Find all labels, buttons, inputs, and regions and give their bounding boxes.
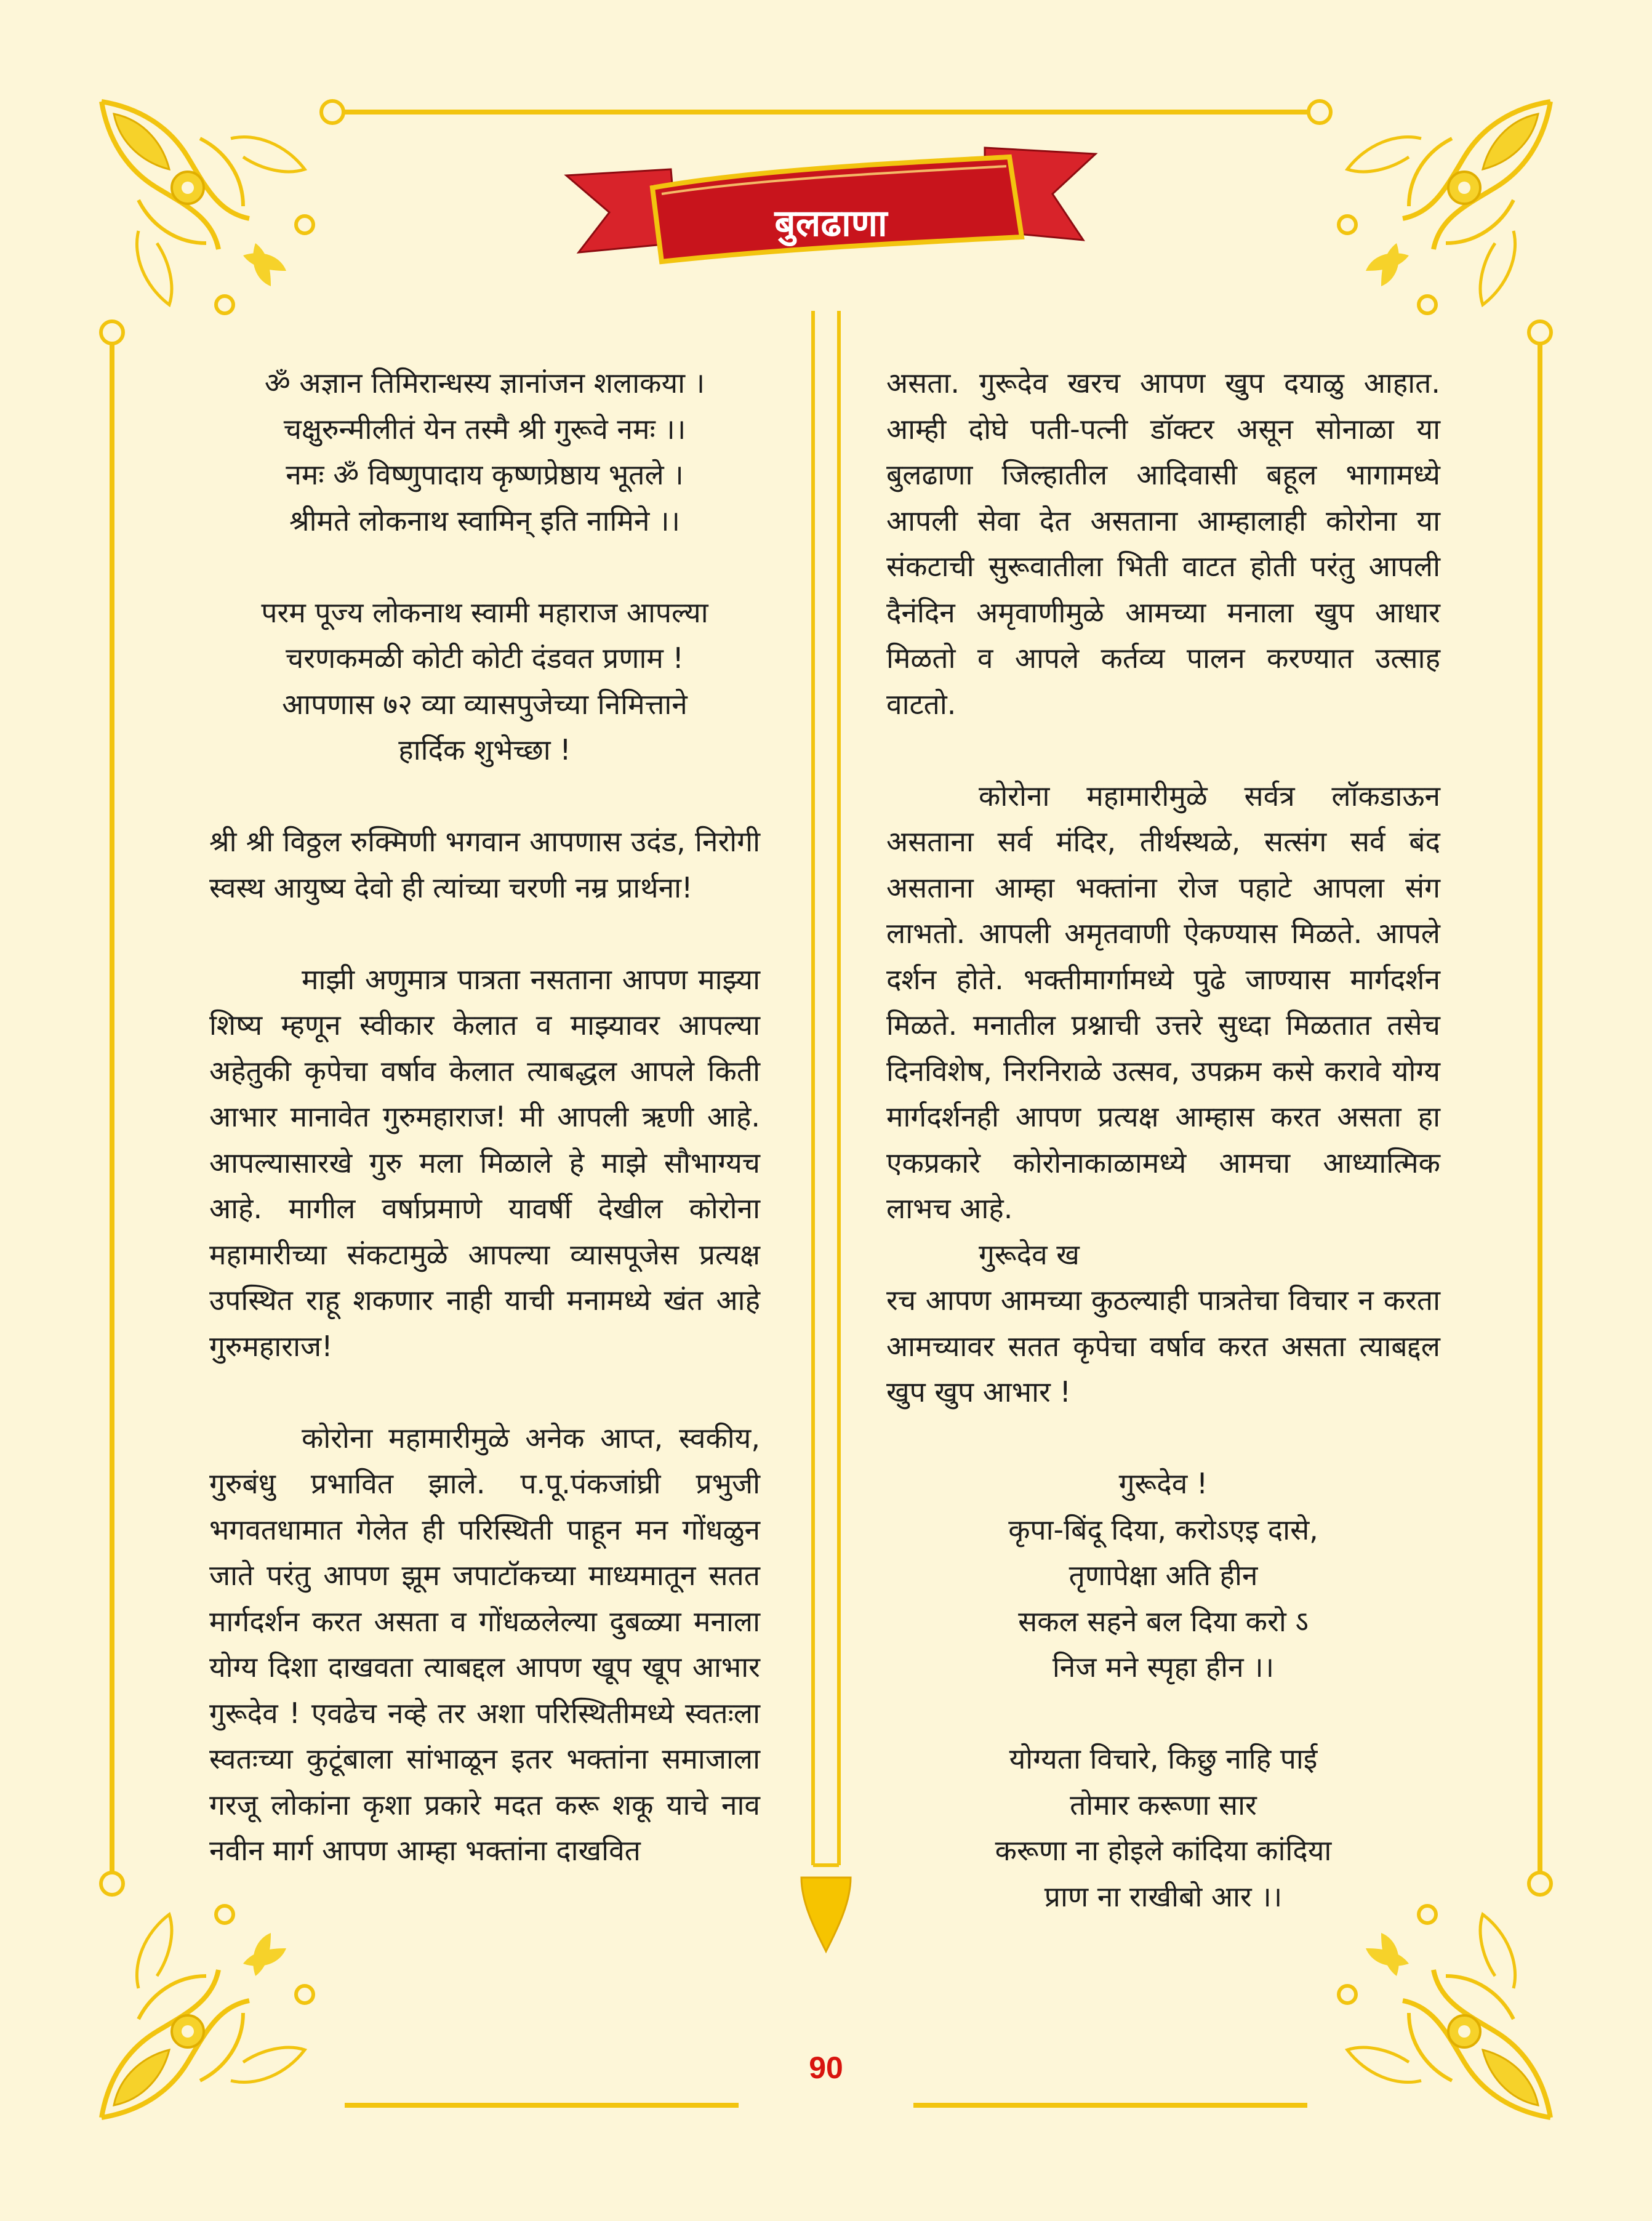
paragraph-lockdown: कोरोना महामारीमुळे सर्वत्र लॉकडाऊन असताना सर्व मंदिर, तीर्थस्थळे, सत्संग सर्व बंद असताना आम्हा भक्तांना रोज पहाटे आपला संग लाभतो. आपली अमृतवाणी ऐकण्यास मिळते. आपले दर्शन होते. भक्तीमार्गामध्ये पुढे जाण्यास मार्गदर्शन मिळते. मनातील प्रश्नाची उत्तरे सुध्दा मिळतात तसेच दिनविशेष, निरनिराळे उत्सव, उपक्रम कसे करावे योग्य मार्गदर्शनही आपण प्रत्यक्ष आम्हास करत असता हा एकप्रकारे कोरोनाकाळामध्ये आमचा आध्यात्मिक लाभच आहे. <box>886 779 1440 1225</box>
verse-line: गुरूदेव ! <box>1118 1467 1208 1500</box>
right-column <box>886 360 1440 1919</box>
shloka-line: ॐ अज्ञान तिमिरान्धस्य ज्ञानांजन शलाकया । <box>264 366 705 400</box>
verse-line: करूणा ना होइले कांदिया कांदिया <box>995 1834 1332 1867</box>
verse-line: निज मने स्पृहा हीन ।। <box>1052 1650 1275 1684</box>
verse-line: योग्यता विचारे, किछु नाहि पाई <box>1009 1742 1318 1775</box>
shloka-line: चक्षुरुन्मीलीतं येन तस्मै श्री गुरूवे नमः ।। <box>283 412 686 446</box>
shloka-line: श्रीमते लोकनाथ स्वामिन् इति नामिने ।। <box>289 504 680 537</box>
paragraph-prayer: श्री श्री विठ्ठल रुक्मिणी भगवान आपणास उदंड, निरोगी स्वस्थ आयुष्य देवो ही त्यांच्या चरणी नम्र प्रार्थना! <box>209 825 760 904</box>
verse-line: तोमार करूणा सार <box>1070 1788 1257 1821</box>
page-number: 90 <box>809 2050 843 2085</box>
greeting-line: हार्दिक शुभेच्छा ! <box>398 733 571 766</box>
shloka-line: नमः ॐ विष्णुपादाय कृष्णप्रेष्ठाय भूतले । <box>286 458 684 491</box>
greeting-line: चरणकमळी कोटी कोटी दंडवत प्रणाम ! <box>286 641 684 675</box>
paragraph-continuation: असता. गुरूदेव खरच आपण खुप दयाळु आहात. आम्ही दोघे पती-पत्नी डॉक्टर असून सोनाळा या बुलढाणा जिल्हातील आदिवासी बहूल भागामध्ये आपली सेवा देत असताना आम्हालाही कोरोना या संकटाची सुरूवातीला भिती वाटत होती परंतु आपली दैनंदिन अमृवाणीमुळे आमच्या मनाला खुप आधार मिळतो व आपले कर्तव्य पालन करण्यात उत्साह वाटतो. <box>886 366 1440 721</box>
paragraph-gratitude: माझी अणुमात्र पात्रता नसताना आपण माझ्या शिष्य म्हणून स्वीकार केलात व माझ्यावर आपल्या अहेतुकी कृपेचा वर्षाव केलात त्याबद्धल आपले किती आभार मानावेत गुरुमहाराज! मी आपली ऋणी आहे. आपल्यासारखे गुरु मला मिळाले हे माझे सौभाग्यच आहे. मागील वर्षाप्रमाणे यावर्षी देखील कोरोना महामारीच्या संकटामुळे आपल्या व्यासपूजेस प्रत्यक्ष उपस्थित राहू शकणार नाही याची मनामध्ये खंत आहे गुरुमहाराज! <box>209 962 760 1363</box>
paragraph-thanks-start: गुरूदेव ख <box>979 1237 1080 1271</box>
verse-line: प्राण ना राखीबो आर ।। <box>1044 1879 1283 1913</box>
verse-line: सकल सहने बल दिया करो ऽ <box>1018 1604 1309 1638</box>
greeting-line: आपणास ७२ व्या व्यासपुजेच्या निमित्ताने <box>282 687 688 721</box>
paragraph-corona: कोरोना महामारीमुळे अनेक आप्त, स्वकीय, गुरुबंधु प्रभावित झाले. प.पू.पंकजांघ्री प्रभुजी भगवतधामात गेलेत ही परिस्थिती पाहून मन गोंधळुन जाते परंतु आपण झूम जपाटॉकच्या माध्यमातून सतत मार्गदर्शन करत असता व गोंधळलेल्या दुबळ्या मनाला योग्य दिशा दाखवता त्याबद्दल आपण खूप खूप आभार गुरूदेव ! एवढेच नव्हे तर अशा परिस्थितीमध्ये स्वतःला स्वतःच्या कुटूंबाला सांभाळून इतर भक्तांना समाजाला गरजू लोकांना कृशा प्रकारे मदत करू शकू याचे नाव नवीन मार्ग आपण आम्हा भक्तांना दाखवित <box>209 1421 760 1867</box>
greeting-line: परम पूज्य लोकनाथ स्वामी महाराज आपल्या <box>261 595 708 629</box>
paragraph-thanks: रच आपण आमच्या कुठल्याही पात्रतेचा विचार न करता आमच्यावर सतत कृपेचा वर्षाव करत असता त्याबद्दल खुप खुप आभार ! <box>886 1283 1440 1408</box>
left-column <box>209 360 760 1874</box>
page-title: बुलढाणा <box>774 202 888 245</box>
verse-line: कृपा-बिंदू दिया, करोऽएइ दासे, <box>1008 1512 1318 1546</box>
verse-line: तृणापेक्षा अति हीन <box>1069 1559 1258 1592</box>
